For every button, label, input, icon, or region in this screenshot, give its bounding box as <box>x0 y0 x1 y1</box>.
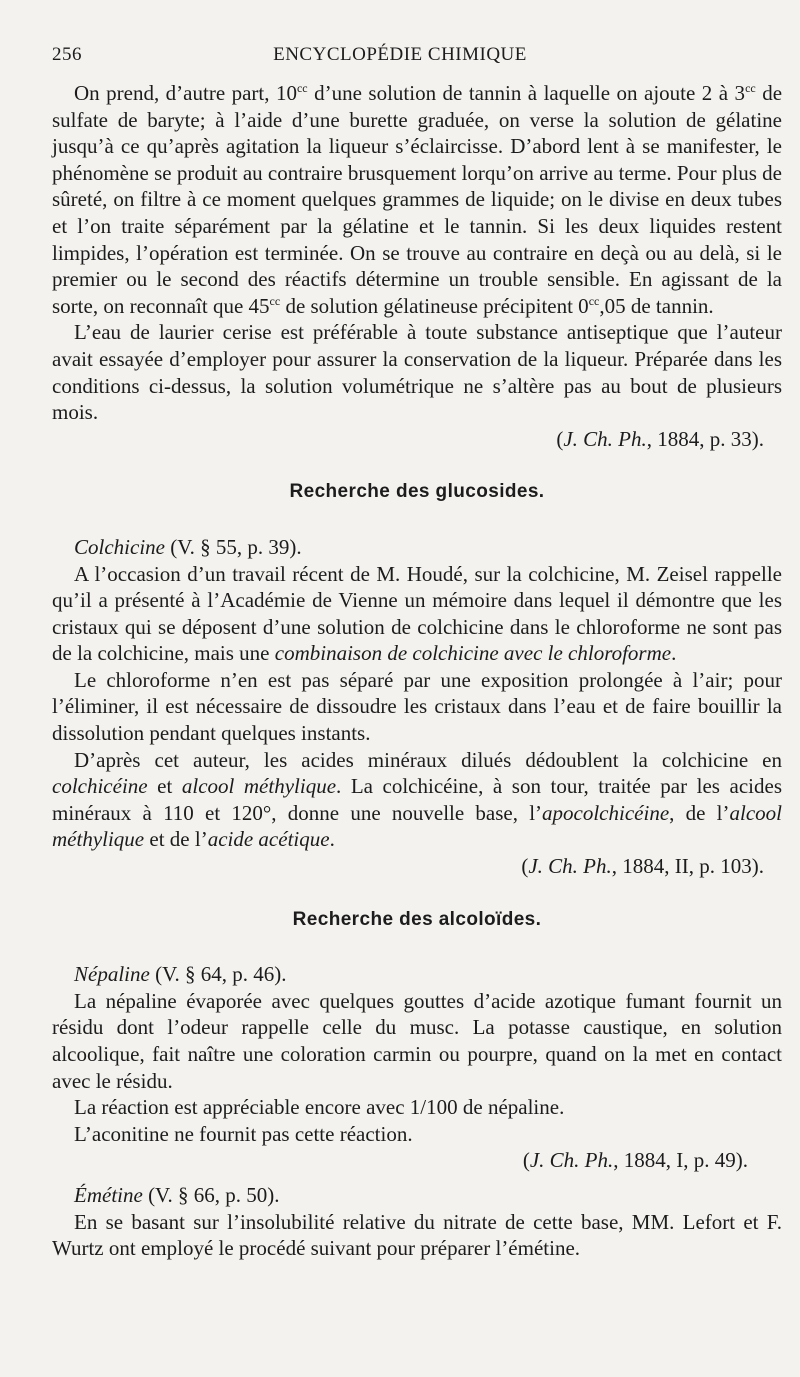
paragraph-zeisel: A l’occasion d’un travail récent de M. Houdé, sur la colchicine, M. Zeisel rappelle qu’il a présenté à l’Académie de Vienne un mémoire dans lequel il démontre que les cristaux qui se déposent d’une solution de colchicine dans le chloroforme ne sont pas de la colchicine, mais une combinaison de colchicine avec le chloroforme. <box>52 561 782 666</box>
page-body <box>52 80 782 1262</box>
paragraph-sensitivity: La réaction est appréciable encore avec 1/100 de népaline. <box>74 1095 565 1120</box>
page-number: 256 <box>52 44 82 65</box>
paragraph-aconitine: L’aconitine ne fournit pas cette réaction. <box>74 1121 413 1146</box>
section-heading-alcaloids: Recherche des alcoloïdes. <box>292 908 542 930</box>
paragraph-chloroform: Le chloroforme n’en est pas séparé par une exposition prolongée à l’air; pour l’éliminer, il est nécessaire de dissoudre les cristaux dans l’eau et de faire bouillir la dissolution pendant quelques instants. <box>52 667 782 746</box>
citation-ref: (J. Ch. Ph., 1884, I, p. 49). <box>522 1148 748 1173</box>
section-heading-glucosides: Recherche des glucosides. <box>289 481 545 503</box>
paragraph-tannin-titration: On prend, d’autre part, $10^{cc}$ d’une solution de tannin à laquelle on ajoute 2 à $3^{cc}$ de sulfate de baryte; à l’aide d’une burette graduée, on verse la solution de gélatine jusqu’à ce qu’après agitation la liqueur s’éclaircisse. D’abord lent à se manifester, le phénomène se produit au contraire brusquement lorqu’on arrive au terme. Pour plus de sûreté, on filtre à ce moment quelques grammes de liquide; on le divise en deux tubes et l’on traite séparément par la gélatine et le tannin. Si les deux liquides restent limpides, l’opération est terminée. On se trouve au contraire en deçà ou au delà, si le premier ou le second des réactifs détermine un trouble sensible. En agissant de la sorte, on reconnaît que $45^{cc}$ de solution gélatineuse précipitent $0^{cc},05$ de tannin. <box>52 81 783 318</box>
subject-nepaline: Népaline (V. § 64, p. 46). <box>74 962 287 987</box>
subject-colchicine: Colchicine (V. § 55, p. 39). <box>74 534 302 559</box>
paragraph-laurel-water: L’eau de laurier cerise est préférable à toute substance antiseptique que l’auteur avait essayée d’employer pour assurer la conservation de la liqueur. Préparée dans les conditions ci-dessus, la solution volumétrique ne s’altère pas au bout de plusieurs mois. <box>52 320 782 425</box>
subject-emetine: Émétine (V. § 66, p. 50). <box>74 1182 280 1207</box>
paragraph-nepaline-reaction: La népaline évaporée avec quelques gouttes d’acide azotique fumant fournit un résidu dont l’odeur rappelle celle du musc. La potasse caustique, en solution alcoolique, fait naître une coloration carmin ou pourpre, quand on la met en contact avec le résidu. <box>52 988 782 1093</box>
paragraph-emetine-method: En se basant sur l’insolubilité relative du nitrate de cette base, MM. Lefort et F. Wurtz ont employé le procédé suivant pour préparer l’émétine. <box>52 1209 782 1261</box>
paragraph-mineral-acids: D’après cet auteur, les acides minéraux dilués dédoublent la colchicine en colchicéine et alcool méthylique. La colchicéine, à son tour, traitée par les acides minéraux à 110 et 120°, donne une nouvelle base, l’apocolchicéine, de l’alcool méthylique et de l’acide acétique. <box>52 747 782 852</box>
citation-ref: (J. Ch. Ph., 1884, II, p. 103). <box>521 854 764 879</box>
citation-ref: (J. Ch. Ph., 1884, p. 33). <box>556 426 764 451</box>
running-title: ENCYCLOPÉDIE CHIMIQUE <box>273 44 527 65</box>
